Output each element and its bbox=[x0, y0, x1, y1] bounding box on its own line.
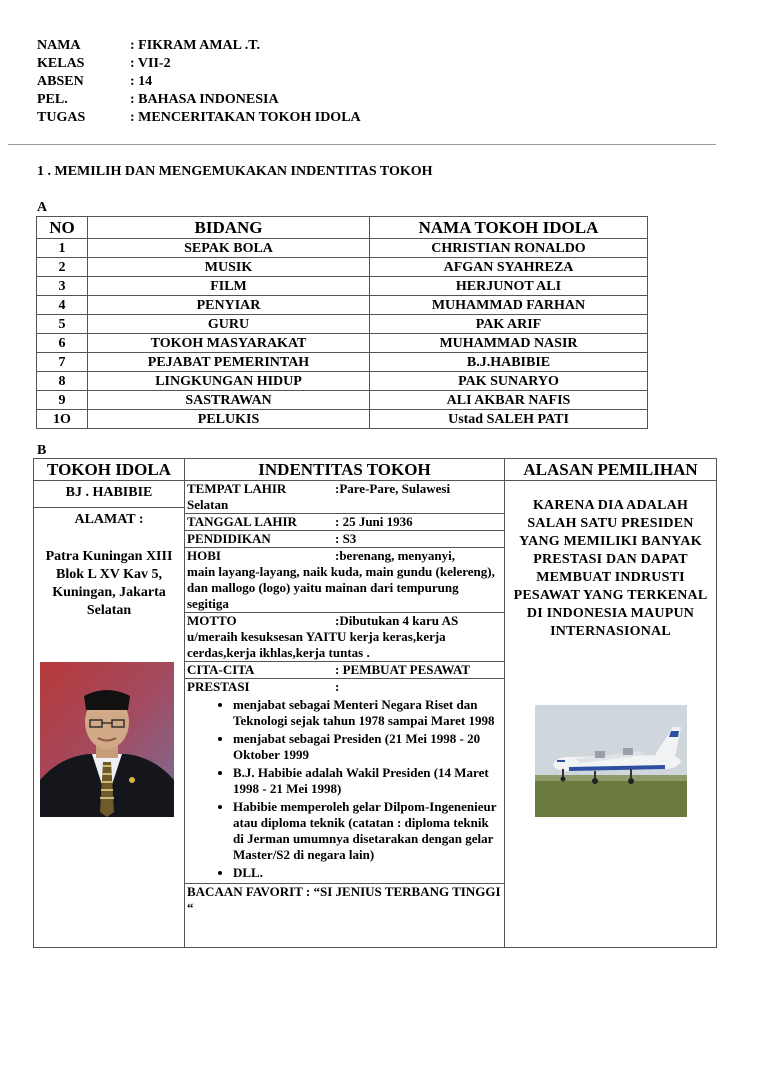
address-label: ALAMAT : bbox=[74, 512, 144, 527]
student-info bbox=[37, 37, 361, 127]
reason-text: KARENA DIA ADALAH SALAH SATU PRESIDEN YANG MEMILIKI BANYAK PRESTASI DAN DAPAT MEMBUAT INDRUSTI PESAWAT YANG TERKENAL DI INDONESIA MAUPUN INTERNASIONAL bbox=[513, 498, 708, 639]
col-alasan-header: ALASAN PEMILIHAN bbox=[505, 459, 717, 481]
cita-label: CITA-CITA bbox=[187, 662, 255, 677]
cita-block bbox=[185, 662, 504, 679]
table-b-label: B bbox=[37, 443, 47, 458]
airplane-photo bbox=[535, 705, 687, 817]
cell-bidang: PENYIAR bbox=[88, 296, 370, 315]
pendidikan-block bbox=[185, 531, 504, 548]
motto-value: :Dibutukan 4 karu AS bbox=[335, 613, 459, 628]
pendidikan-value: : S3 bbox=[335, 531, 357, 546]
table-row bbox=[37, 372, 648, 391]
col-bidang-header: BIDANG bbox=[88, 217, 370, 239]
prestasi-block bbox=[185, 679, 504, 884]
address-text: Patra Kuningan XIII Blok L XV Kav 5, Kuningan, Jakarta Selatan bbox=[45, 549, 173, 618]
hobi-label: HOBI bbox=[187, 548, 221, 563]
table-row bbox=[37, 315, 648, 334]
prestasi-label: PRESTASI bbox=[187, 679, 250, 694]
hobi-block bbox=[185, 548, 504, 613]
col-identitas-header: INDENTITAS TOKOH bbox=[185, 459, 505, 481]
tokoh-name: BJ . HABIBIE bbox=[34, 481, 184, 508]
alasan-cell bbox=[505, 481, 717, 948]
profile-table bbox=[33, 458, 717, 948]
table-row bbox=[37, 391, 648, 410]
tempat-lahir-cont: Selatan bbox=[187, 497, 229, 512]
cell-nama: MUHAMMAD NASIR bbox=[370, 334, 648, 353]
identitas-cell bbox=[185, 481, 505, 948]
tokoh-cell bbox=[34, 481, 185, 948]
table-a-label: A bbox=[37, 200, 48, 215]
col-no-header: NO bbox=[37, 217, 88, 239]
prestasi-value: : bbox=[335, 679, 340, 694]
cell-no: 7 bbox=[37, 353, 88, 372]
cita-value: : PEMBUAT PESAWAT bbox=[335, 662, 471, 677]
habibie-portrait bbox=[40, 662, 174, 817]
cell-bidang: TOKOH MASYARAKAT bbox=[88, 334, 370, 353]
tanggal-lahir-value: : 25 Juni 1936 bbox=[335, 514, 413, 529]
col-nama-header: NAMA TOKOH IDOLA bbox=[370, 217, 648, 239]
table-row bbox=[37, 258, 648, 277]
bacaan-block: BACAAN FAVORIT : “SI JENIUS TERBANG TINGGI “ bbox=[187, 884, 501, 915]
cell-bidang: SASTRAWAN bbox=[88, 391, 370, 410]
cell-nama: AFGAN SYAHREZA bbox=[370, 258, 648, 277]
list-item: • B.J. Habibie adalah Wakil Presiden (14 Maret 1998 - 21 Mei 1998) bbox=[233, 765, 502, 797]
list-item: • DLL. bbox=[233, 865, 502, 881]
list-item: • menjabat sebagai Menteri Negara Riset dan Teknologi sejak tahun 1978 sampai Maret 1998 bbox=[233, 697, 502, 729]
cell-no: 6 bbox=[37, 334, 88, 353]
cell-bidang: MUSIK bbox=[88, 258, 370, 277]
cell-nama: ALI AKBAR NAFIS bbox=[370, 391, 648, 410]
list-item: • menjabat sebagai Presiden (21 Mei 1998 - 20 Oktober 1999 bbox=[233, 731, 502, 763]
cell-bidang: SEPAK BOLA bbox=[88, 239, 370, 258]
motto-block bbox=[185, 613, 504, 662]
table-row bbox=[37, 239, 648, 258]
cell-nama: PAK ARIF bbox=[370, 315, 648, 334]
cell-bidang: GURU bbox=[88, 315, 370, 334]
info-row-nama: NAMA : FIKRAM AMAL .T. bbox=[37, 38, 261, 53]
cell-no: 1O bbox=[37, 410, 88, 429]
hobi-cont: main layang-layang, naik kuda, main gundu (kelereng), dan mallogo (logo) yaitu mainan dari tempurung segitiga bbox=[187, 564, 495, 611]
cell-nama: B.J.HABIBIE bbox=[370, 353, 648, 372]
pendidikan-label: PENDIDIKAN bbox=[187, 531, 271, 546]
cell-no: 4 bbox=[37, 296, 88, 315]
info-row-kelas: KELAS : VII-2 bbox=[37, 56, 171, 71]
cell-no: 8 bbox=[37, 372, 88, 391]
col-tokoh-header: TOKOH IDOLA bbox=[34, 459, 185, 481]
tempat-lahir-block bbox=[185, 481, 504, 514]
cell-no: 3 bbox=[37, 277, 88, 296]
list-item: • Habibie memperoleh gelar Dilpom-Ingenenieur atau diploma teknik (catatan : diploma teknik di Jerman umumnya disetarakan dengan gelar Master/S2 di negara lain) bbox=[233, 799, 502, 863]
motto-cont: u/meraih kesuksesan YAITU kerja keras,kerja cerdas,kerja ikhlas,kerja tuntas . bbox=[187, 629, 446, 660]
table-header-row bbox=[37, 217, 648, 239]
table-row bbox=[37, 410, 648, 429]
tempat-lahir-label: TEMPAT LAHIR bbox=[187, 481, 287, 496]
cell-bidang: FILM bbox=[88, 277, 370, 296]
cell-nama: PAK SUNARYO bbox=[370, 372, 648, 391]
cell-nama: Ustad SALEH PATI bbox=[370, 410, 648, 429]
idol-table bbox=[36, 216, 648, 429]
info-row-pel: PEL. : BAHASA INDONESIA bbox=[37, 92, 279, 107]
table-row bbox=[37, 334, 648, 353]
cell-nama: MUHAMMAD FARHAN bbox=[370, 296, 648, 315]
tanggal-lahir-label: TANGGAL LAHIR bbox=[187, 514, 297, 529]
cell-bidang: PELUKIS bbox=[88, 410, 370, 429]
section-title: 1 . MEMILIH DAN MENGEMUKAKAN INDENTITAS TOKOH bbox=[37, 164, 433, 179]
table-row bbox=[37, 277, 648, 296]
table-row bbox=[37, 296, 648, 315]
prestasi-list bbox=[187, 697, 502, 881]
profile-header-row bbox=[34, 459, 717, 481]
profile-body-row bbox=[34, 481, 717, 948]
hobi-value: :berenang, menyanyi, bbox=[335, 548, 456, 563]
divider bbox=[8, 144, 716, 145]
table-row bbox=[37, 353, 648, 372]
cell-no: 2 bbox=[37, 258, 88, 277]
cell-no: 1 bbox=[37, 239, 88, 258]
cell-no: 9 bbox=[37, 391, 88, 410]
profile-table-wrapper bbox=[33, 458, 717, 948]
cell-no: 5 bbox=[37, 315, 88, 334]
motto-label: MOTTO bbox=[187, 613, 237, 628]
cell-bidang: LINGKUNGAN HIDUP bbox=[88, 372, 370, 391]
info-row-absen: ABSEN : 14 bbox=[37, 74, 153, 89]
cell-nama: CHRISTIAN RONALDO bbox=[370, 239, 648, 258]
tempat-lahir-value: :Pare-Pare, Sulawesi bbox=[335, 481, 451, 496]
info-row-tugas: TUGAS : MENCERITAKAN TOKOH IDOLA bbox=[37, 110, 361, 125]
cell-nama: HERJUNOT ALI bbox=[370, 277, 648, 296]
cell-bidang: PEJABAT PEMERINTAH bbox=[88, 353, 370, 372]
tanggal-lahir-block bbox=[185, 514, 504, 531]
